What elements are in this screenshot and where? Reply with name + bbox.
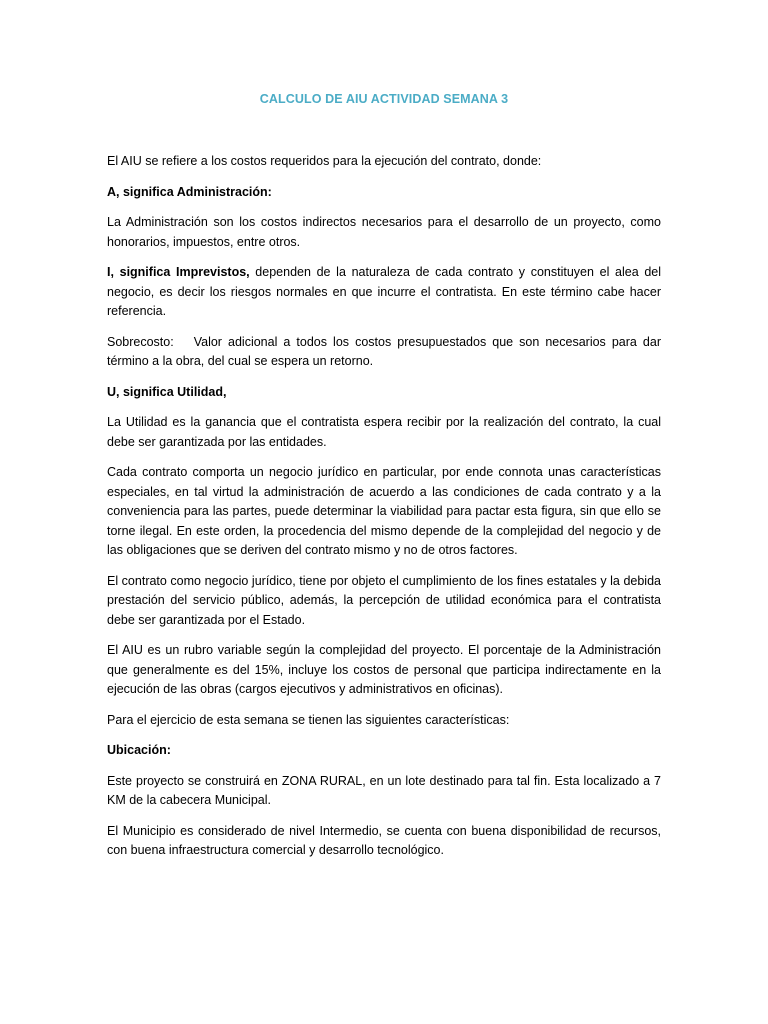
paragraph-objeto-contrato: El contrato como negocio jurídico, tiene por objeto el cumplimiento de los fines estatales y la debida prestación del servicio público, además, la percepción de utilidad económica para el contratista debe ser garantizada por el Estado. (107, 573, 661, 627)
heading-utilidad: U, significa Utilidad, (107, 384, 227, 399)
heading-administracion: A, significa Administración: (107, 184, 272, 199)
sobrecosto-body: Valor adicional a todos los costos presupuestados que son necesarios para dar término a la obra, del cual se espera un retorno. (107, 334, 661, 368)
paragraph-municipio: El Municipio es considerado de nivel Intermedio, se cuenta con buena disponibilidad de recursos, con buena infraestructura comercial y desarrollo tecnológico. (107, 823, 661, 857)
paragraph-negocio-juridico: Cada contrato comporta un negocio jurídico en particular, por ende connota unas características especiales, en tal virtud la administración de acuerdo a las condiciones de cada contrato y a la conveniencia para las partes, puede determinar la viabilidad para pactar esta figura, sin que ello se torne ilegal. En este orden, la procedencia del mismo depende de la complejidad del negocio y de las obligaciones que se deriven del contrato mismo y no de otros factores. (107, 465, 661, 557)
paragraph-administracion: La Administración son los costos indirectos necesarios para el desarrollo de un proyecto, como honorarios, impuestos, entre otros. (107, 215, 661, 249)
paragraph-ubicacion: Este proyecto se construirá en ZONA RURAL, en un lote destinado para tal fin. Esta localizado a 7 KM de la cabecera Municipal. (107, 773, 661, 807)
sobrecosto-label: Sobrecosto: (107, 334, 174, 349)
paragraph-aiu-variable: El AIU es un rubro variable según la complejidad del proyecto. El porcentaje de la Administración que generalmente es del 15%, incluye los costos de personal que participa indirectamente en la ejecución de las obras (cargos ejecutivos y administrativos en oficinas). (107, 643, 661, 696)
imprevistos-body: dependen de la naturaleza de cada contrato y constituyen el alea del negocio, es decir los riesgos normales en que incurre el contratista. En este término cabe hacer referencia. (107, 265, 661, 318)
paragraph-sobrecosto (107, 333, 661, 372)
document-body (107, 152, 661, 872)
heading-ubicacion: Ubicación: (107, 743, 171, 757)
document-title: CALCULO DE AIU ACTIVIDAD SEMANA 3 (259, 92, 509, 106)
paragraph-imprevistos (107, 263, 661, 322)
paragraph-ejercicio: Para el ejercicio de esta semana se tienen las siguientes características: (107, 712, 510, 727)
paragraph-utilidad: La Utilidad es la ganancia que el contratista espera recibir por la realización del contrato, la cual debe ser garantizada por las entidades. (107, 415, 661, 449)
paragraph-intro: El AIU se refiere a los costos requeridos para la ejecución del contrato, donde: (107, 154, 542, 168)
heading-imprevistos: I, significa Imprevistos, (107, 265, 250, 279)
